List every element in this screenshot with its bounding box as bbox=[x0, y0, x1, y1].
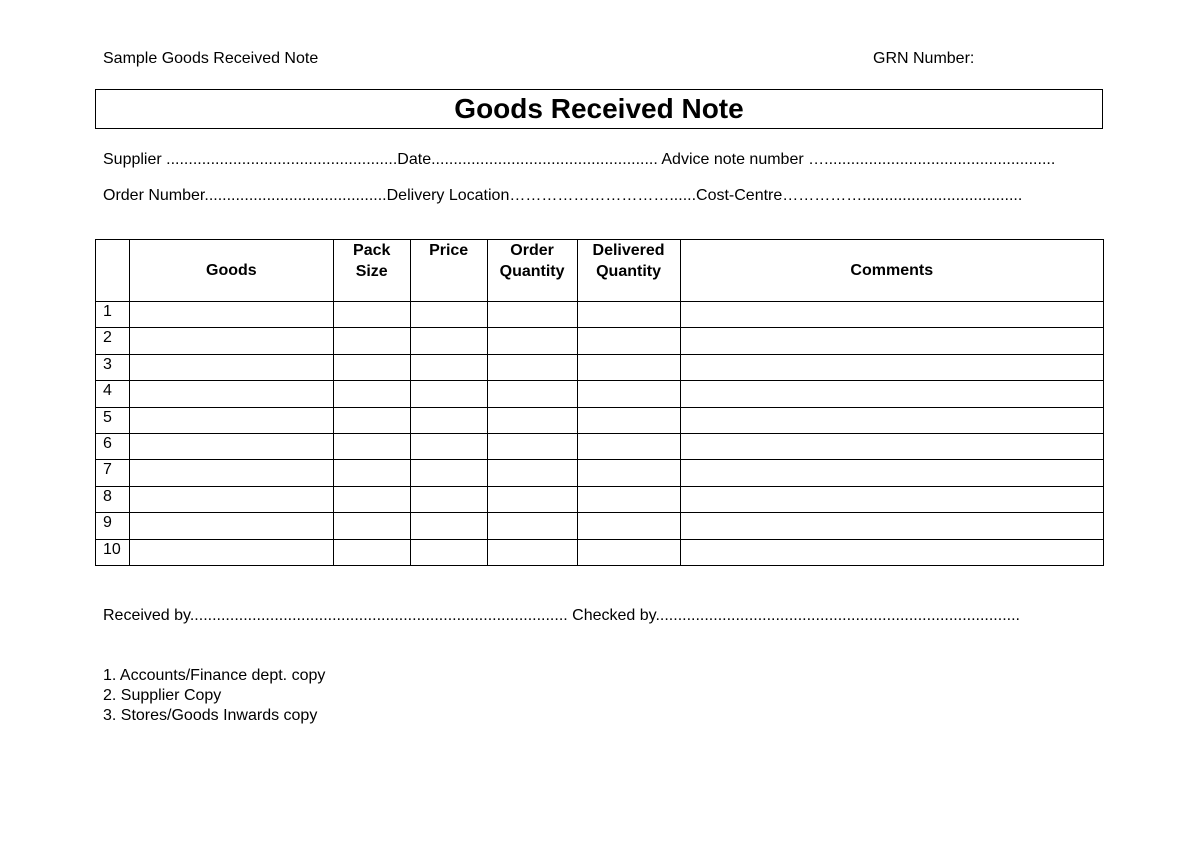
delivered-quantity-cell bbox=[577, 407, 680, 433]
row-number: 8 bbox=[96, 486, 130, 512]
comments-cell bbox=[680, 328, 1103, 354]
pack-size-cell bbox=[333, 302, 410, 328]
row-number: 2 bbox=[96, 328, 130, 354]
col-header-number bbox=[96, 240, 130, 302]
col-header-goods: Goods bbox=[129, 240, 333, 302]
order-quantity-cell bbox=[487, 539, 577, 565]
row-number: 3 bbox=[96, 354, 130, 380]
goods-cell bbox=[129, 460, 333, 486]
delivered-quantity-cell bbox=[577, 513, 680, 539]
goods-cell bbox=[129, 302, 333, 328]
price-cell bbox=[410, 539, 487, 565]
row-number: 1 bbox=[96, 302, 130, 328]
price-cell bbox=[410, 407, 487, 433]
pack-size-cell bbox=[333, 407, 410, 433]
table-row bbox=[96, 486, 1104, 512]
order-quantity-cell bbox=[487, 407, 577, 433]
delivered-quantity-cell bbox=[577, 539, 680, 565]
list-item: 1. Accounts/Finance dept. copy bbox=[103, 667, 326, 684]
order-quantity-cell bbox=[487, 460, 577, 486]
pack-size-cell bbox=[333, 381, 410, 407]
price-cell bbox=[410, 381, 487, 407]
row-number: 9 bbox=[96, 513, 130, 539]
goods-cell bbox=[129, 354, 333, 380]
row-number: 10 bbox=[96, 539, 130, 565]
title-box bbox=[95, 89, 1103, 129]
price-cell bbox=[410, 486, 487, 512]
table-row bbox=[96, 513, 1104, 539]
table-row bbox=[96, 354, 1104, 380]
table-row bbox=[96, 381, 1104, 407]
price-cell bbox=[410, 460, 487, 486]
order-delivery-costcentre-line: Order Number.........................................Delivery Location…………………………......Cost-Centre…………….................................... bbox=[103, 187, 1023, 204]
list-item: 3. Stores/Goods Inwards copy bbox=[103, 707, 318, 724]
signature-line: Received by..................................................................................... Checked by.................................................................................. bbox=[103, 607, 1020, 624]
document-header-label: Sample Goods Received Note bbox=[103, 50, 319, 67]
order-quantity-cell bbox=[487, 486, 577, 512]
price-cell bbox=[410, 302, 487, 328]
comments-cell bbox=[680, 539, 1103, 565]
order-quantity-cell bbox=[487, 302, 577, 328]
row-number: 5 bbox=[96, 407, 130, 433]
comments-cell bbox=[680, 513, 1103, 539]
order-quantity-cell bbox=[487, 354, 577, 380]
col-header-pack-size-text: Pack Size bbox=[353, 242, 391, 280]
delivered-quantity-cell bbox=[577, 302, 680, 328]
col-header-delivered-quantity bbox=[577, 240, 680, 302]
comments-cell bbox=[680, 433, 1103, 459]
comments-cell bbox=[680, 460, 1103, 486]
supplier-date-advice-line: Supplier ....................................................Date................................................... Advice note number ….................................................... bbox=[103, 151, 1056, 168]
goods-cell bbox=[129, 328, 333, 354]
comments-cell bbox=[680, 407, 1103, 433]
col-header-order-quantity bbox=[487, 240, 577, 302]
row-number: 6 bbox=[96, 433, 130, 459]
order-quantity-cell bbox=[487, 513, 577, 539]
delivered-quantity-cell bbox=[577, 486, 680, 512]
goods-cell bbox=[129, 539, 333, 565]
goods-table bbox=[95, 239, 1104, 566]
order-quantity-cell bbox=[487, 433, 577, 459]
table-row bbox=[96, 539, 1104, 565]
price-cell bbox=[410, 513, 487, 539]
delivered-quantity-cell bbox=[577, 381, 680, 407]
goods-cell bbox=[129, 433, 333, 459]
price-cell bbox=[410, 354, 487, 380]
order-quantity-cell bbox=[487, 381, 577, 407]
col-header-delivered-quantity-text: Delivered Quantity bbox=[592, 242, 665, 280]
copy-distribution-list bbox=[103, 666, 325, 726]
pack-size-cell bbox=[333, 513, 410, 539]
col-header-comments: Comments bbox=[680, 240, 1103, 302]
page-title: Goods Received Note bbox=[454, 93, 744, 124]
delivered-quantity-cell bbox=[577, 433, 680, 459]
table-row bbox=[96, 460, 1104, 486]
table-row bbox=[96, 433, 1104, 459]
goods-cell bbox=[129, 513, 333, 539]
pack-size-cell bbox=[333, 539, 410, 565]
price-cell bbox=[410, 433, 487, 459]
delivered-quantity-cell bbox=[577, 354, 680, 380]
price-cell bbox=[410, 328, 487, 354]
list-item: 2. Supplier Copy bbox=[103, 687, 222, 704]
goods-cell bbox=[129, 407, 333, 433]
row-number: 4 bbox=[96, 381, 130, 407]
delivered-quantity-cell bbox=[577, 460, 680, 486]
delivered-quantity-cell bbox=[577, 328, 680, 354]
table-header-row bbox=[96, 240, 1104, 302]
table-row bbox=[96, 328, 1104, 354]
pack-size-cell bbox=[333, 328, 410, 354]
row-number: 7 bbox=[96, 460, 130, 486]
pack-size-cell bbox=[333, 460, 410, 486]
comments-cell bbox=[680, 354, 1103, 380]
pack-size-cell bbox=[333, 433, 410, 459]
goods-cell bbox=[129, 486, 333, 512]
comments-cell bbox=[680, 486, 1103, 512]
pack-size-cell bbox=[333, 486, 410, 512]
pack-size-cell bbox=[333, 354, 410, 380]
col-header-pack-size bbox=[333, 240, 410, 302]
goods-cell bbox=[129, 381, 333, 407]
order-quantity-cell bbox=[487, 328, 577, 354]
col-header-price: Price bbox=[410, 240, 487, 302]
table-row bbox=[96, 407, 1104, 433]
col-header-order-quantity-text: Order Quantity bbox=[499, 242, 565, 280]
table-row bbox=[96, 302, 1104, 328]
grn-number-label: GRN Number: bbox=[873, 50, 975, 67]
comments-cell bbox=[680, 381, 1103, 407]
comments-cell bbox=[680, 302, 1103, 328]
